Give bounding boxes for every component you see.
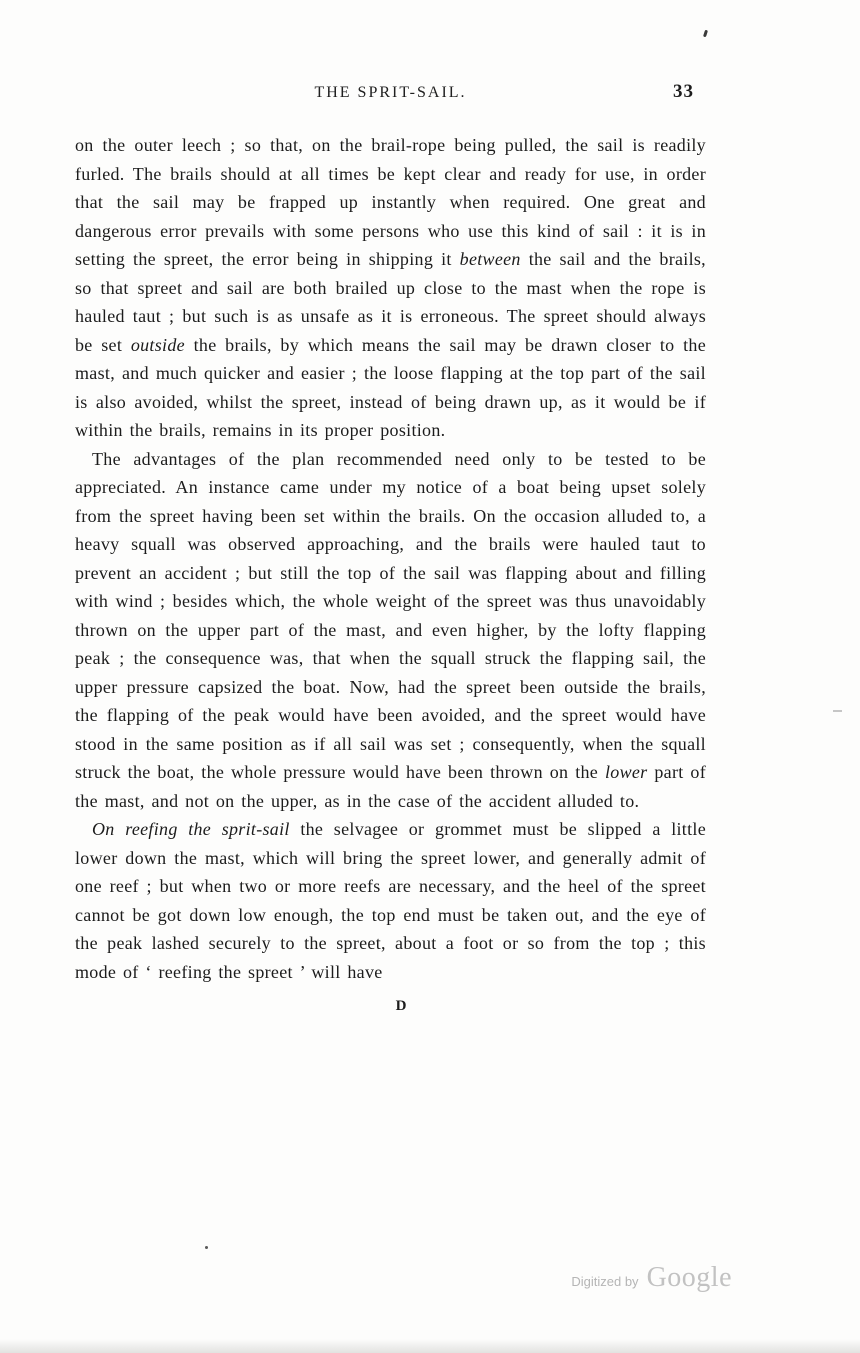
google-watermark: [571, 1262, 732, 1294]
body-text: [75, 131, 706, 1021]
italic-text-run: lower: [604, 762, 648, 782]
page-number: 33: [673, 81, 694, 102]
scan-artifact: [833, 710, 842, 712]
paragraph: [75, 445, 706, 816]
text-run: the selvagee or grommet must be slipped a little lower down the mast, which will bring the spreet lower, and generally admit of one reef ; but when two or more reefs are necessary, and the heel of the spreet cannot be got down low enough, the top end must be taken out, and the eye of the peak lashed securely to the spreet, about a foot or so from the top ; this mode of ‘ reefing the spreet ’ will have: [75, 819, 706, 982]
scan-artifact: [205, 1246, 208, 1249]
paragraph: [75, 131, 706, 445]
text-run: The advantages of the plan recommended need only to be tested to be appreciated. An instance came under my notice of a boat being upset solely from the spreet having been set within the brails. On the occasion alluded to, a heavy squall was observed approaching, and the brails were hauled taut to prevent an accident ; but still the top of the sail was flapping about and filling with wind ; besides which, the whole weight of the spreet was thus unavoidably thrown on the upper part of the mast, and even higher, by the lofty flapping peak ; the consequence was, that when the squall struck the flapping sail, the upper pressure capsized the boat. Now, had the spreet been outside the brails, the flapping of the peak would have been avoided, and the spreet would have stood in the same position as if all sail was set ; consequently, when the squall struck the boat, the whole pressure would have been thrown on the: [75, 448, 706, 782]
text-run: the sail and the brails, so that spreet and sail are both brailed up close to the mast when the rope is hauled taut ; but such is as unsafe as it is erroneous. The spreet should always be set: [75, 249, 706, 355]
italic-text-run: between: [459, 249, 521, 269]
italic-text-run: outside: [130, 334, 185, 355]
text-run: on the outer leech ; so that, on the brail-rope being pulled, the sail is readily furled. The brails should at all times be kept clear and ready for use, in order that the sail may be frapped up instantly when required. One great and dangerous error prevails with some persons who use this kind of sail : it is in setting the spreet, the error being in shipping it: [75, 135, 706, 269]
digitized-by-label: Digitized by: [571, 1274, 639, 1289]
page-header: [75, 81, 706, 108]
italic-text-run: On reefing the sprit-sail: [92, 819, 290, 839]
text-run: part of the mast, and not on the upper, as in the case of the accident alluded to.: [75, 762, 706, 811]
paragraph: [75, 815, 706, 986]
google-logo: Google: [646, 1262, 732, 1293]
text-run: the brails, by which means the sail may be drawn closer to the mast, and much quicker and easier ; the loose flapping at the top part of the sail is also avoided, whilst the spreet, instead of being drawn up, as it would be if within the brails, remains in its proper position.: [75, 334, 706, 440]
running-title: THE SPRIT-SAIL.: [314, 84, 467, 101]
page-edge-shadow: [0, 1339, 860, 1353]
signature-mark: D: [395, 998, 408, 1014]
scan-artifact: [703, 30, 708, 38]
